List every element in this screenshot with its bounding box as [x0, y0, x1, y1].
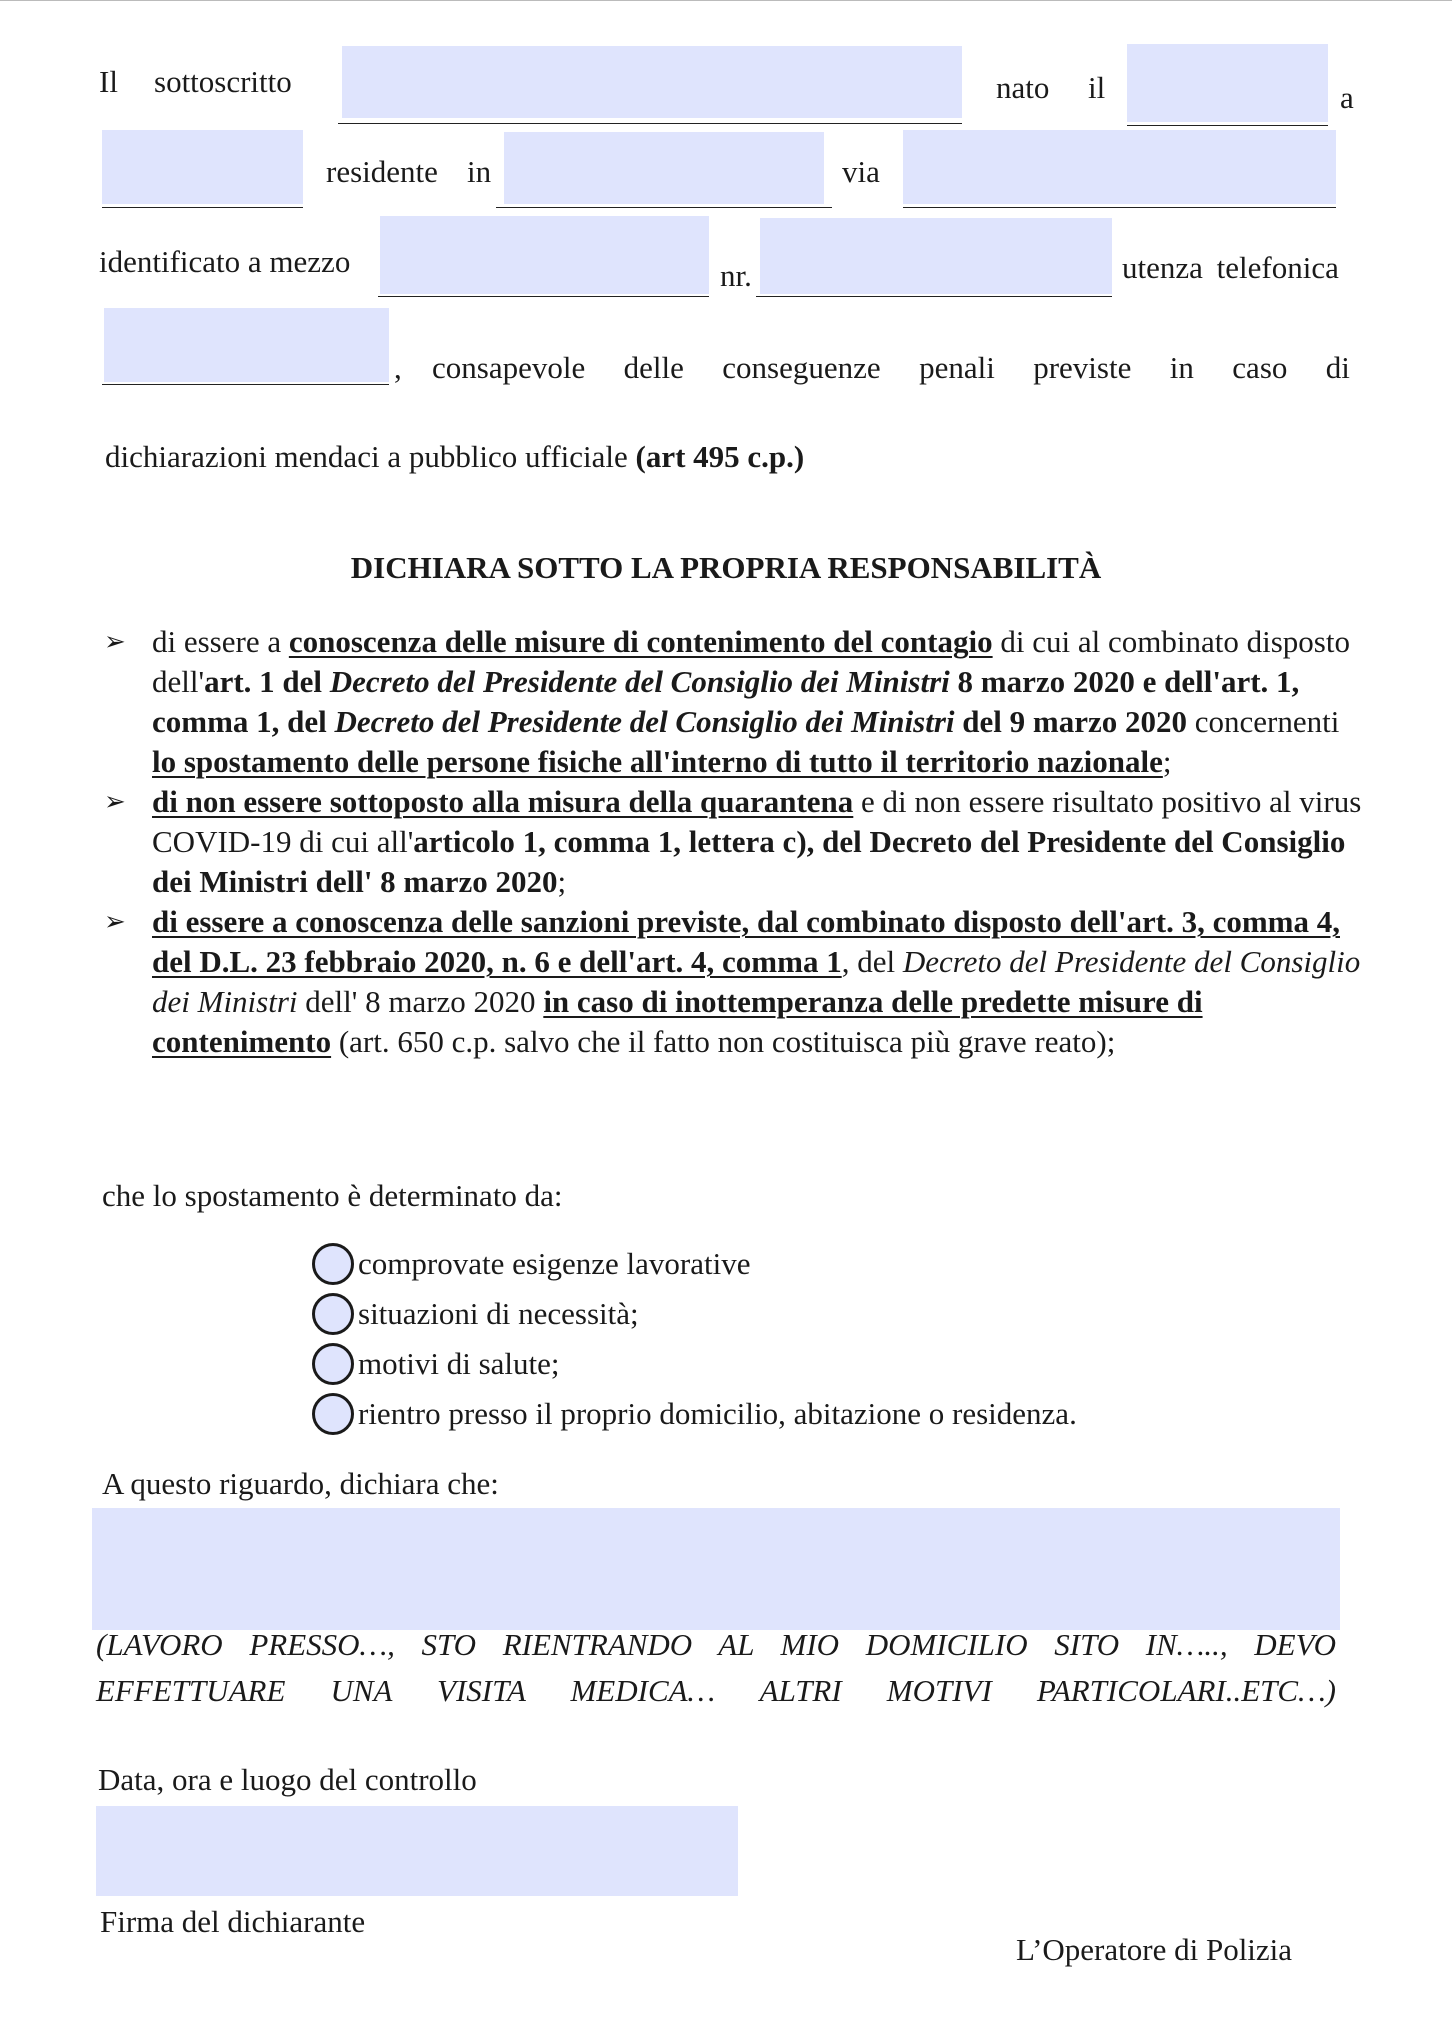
text: di essere a conoscenza delle sanzioni previste, dal combinato disposto dell'art. 3, comma 4, del D.L. 23 febbraio 2020, n. 6 e dell'art. 4, comma 1: [152, 904, 1340, 979]
art-reference: (art 495 c.p.): [635, 439, 805, 474]
option-label: situazioni di necessità;: [358, 1296, 639, 1331]
example-note: (LAVORO PRESSO…, STO RIENTRANDO AL MIO DOMICILIO SITO IN….., DEVO EFFETTUARE UNA VISITA MEDICA… ALTRI MOTIVI PARTICOLARI..ETC…): [96, 1627, 1336, 1708]
radio-button[interactable]: [312, 1393, 354, 1435]
radio-button[interactable]: [312, 1243, 354, 1285]
option-lavoro[interactable]: [312, 1240, 750, 1288]
label-in: in: [467, 154, 492, 189]
text: ;: [1162, 744, 1172, 779]
documento-underline: [378, 296, 709, 297]
text: articolo 1, comma 1, lettera c), del Decreto del Presidente del Consiglio dei Ministri dell' 8 marzo 2020: [152, 824, 1346, 899]
label-sottoscritto: sottoscritto: [154, 64, 292, 99]
nome-field[interactable]: [342, 46, 962, 118]
text: del 9 marzo 2020: [954, 704, 1187, 739]
documento-field[interactable]: [380, 216, 709, 294]
text: , del: [841, 944, 903, 979]
text: 8 marzo 2020 e dell'art. 1, comma 1, del: [152, 664, 1300, 739]
text: di cui al combinato disposto dell': [152, 624, 1350, 699]
label-nr: nr.: [720, 258, 752, 293]
option-salute[interactable]: [312, 1340, 560, 1388]
spostamento-label: che lo spostamento è determinato da:: [102, 1178, 563, 1213]
text: di non essere sottoposto alla misura della quarantena: [152, 784, 854, 819]
word: di: [1325, 350, 1350, 385]
text: lo spostamento delle persone fisiche all'interno di tutto il territorio nazionale: [152, 744, 1163, 779]
luogo-nascita-field[interactable]: [102, 130, 303, 204]
option-label: comprovate esigenze lavorative: [358, 1246, 751, 1281]
list-item: [104, 902, 1364, 1062]
text: ;: [557, 864, 567, 899]
label-via: via: [842, 154, 880, 189]
label-il-2: il: [1088, 70, 1106, 105]
label-utenza: utenza telefonica: [1122, 250, 1339, 285]
text: Decreto del Presidente del Consiglio dei Ministri: [329, 664, 950, 699]
radio-button[interactable]: [312, 1343, 354, 1385]
label-il: Il: [99, 64, 118, 99]
radio-button[interactable]: [312, 1293, 354, 1335]
word: caso: [1232, 350, 1288, 385]
residenza-underline: [496, 207, 832, 208]
page-title: DICHIARA SOTTO LA PROPRIA RESPONSABILITÀ: [350, 550, 1102, 585]
word: penali: [919, 350, 995, 385]
text: conoscenza delle misure di contenimento del contagio: [288, 624, 993, 659]
text: concernenti: [1186, 704, 1340, 739]
label-comma: ,: [394, 350, 402, 385]
word: conseguenze: [722, 350, 881, 385]
text: di essere a: [152, 624, 289, 659]
word: previste: [1033, 350, 1132, 385]
label-nato: nato: [996, 70, 1050, 105]
option-label: motivi di salute;: [358, 1346, 560, 1381]
top-border: [0, 0, 1452, 1]
text: art. 1 del: [204, 664, 330, 699]
operatore-label: L’Operatore di Polizia: [1016, 1932, 1293, 1967]
label-identificato: identificato a mezzo: [99, 244, 351, 279]
data-nascita-field[interactable]: [1127, 44, 1328, 122]
list-item: [104, 622, 1364, 782]
telefono-field[interactable]: [104, 308, 389, 382]
riguardo-label: A questo riguardo, dichiara che:: [102, 1466, 499, 1501]
label-a: a: [1340, 80, 1354, 115]
arrow-bullet-icon: ➢: [104, 627, 126, 656]
residenza-field[interactable]: [504, 132, 824, 204]
word: in: [1169, 350, 1194, 385]
firma-label: Firma del dichiarante: [100, 1904, 366, 1939]
dichiarazione-field[interactable]: [92, 1508, 1340, 1630]
declarations-list: [104, 622, 1364, 1062]
label-residente: residente: [326, 154, 438, 189]
telefono-underline: [102, 384, 389, 385]
option-label: rientro presso il proprio domicilio, abitazione o residenza.: [358, 1396, 1077, 1431]
list-item: [104, 782, 1364, 902]
arrow-bullet-icon: ➢: [104, 907, 126, 936]
text: Decreto del Presidente del Consiglio dei Ministri: [334, 704, 955, 739]
via-underline: [903, 207, 1336, 208]
numero-documento-field[interactable]: [760, 218, 1112, 294]
text: e di non essere risultato positivo al virus COVID-19 di cui all': [152, 784, 1362, 859]
via-field[interactable]: [903, 130, 1336, 204]
arrow-bullet-icon: ➢: [104, 787, 126, 816]
option-rientro[interactable]: [312, 1390, 1077, 1438]
consapevole-line: [432, 352, 1350, 383]
luogo-nascita-underline: [102, 207, 303, 208]
text: (art. 650 c.p. salvo che il fatto non costituisca più grave reato);: [331, 1024, 1116, 1059]
data-luogo-label: Data, ora e luogo del controllo: [98, 1762, 477, 1797]
word: delle: [623, 350, 684, 385]
data-luogo-field[interactable]: [96, 1806, 738, 1896]
nome-underline: [338, 123, 962, 124]
text: in caso di inottemperanza delle predette misure di contenimento: [152, 984, 1203, 1059]
dichiarazioni-text: dichiarazioni mendaci a pubblico ufficiale: [105, 439, 636, 474]
option-necessita[interactable]: [312, 1290, 639, 1338]
word: consapevole: [432, 350, 586, 385]
text: Decreto del Presidente del Consiglio dei Ministri: [152, 944, 1361, 1019]
text: dell' 8 marzo 2020: [297, 984, 544, 1019]
data-nascita-underline: [1127, 125, 1328, 126]
numero-documento-underline: [756, 296, 1112, 297]
dichiarazioni-line: [105, 441, 804, 472]
